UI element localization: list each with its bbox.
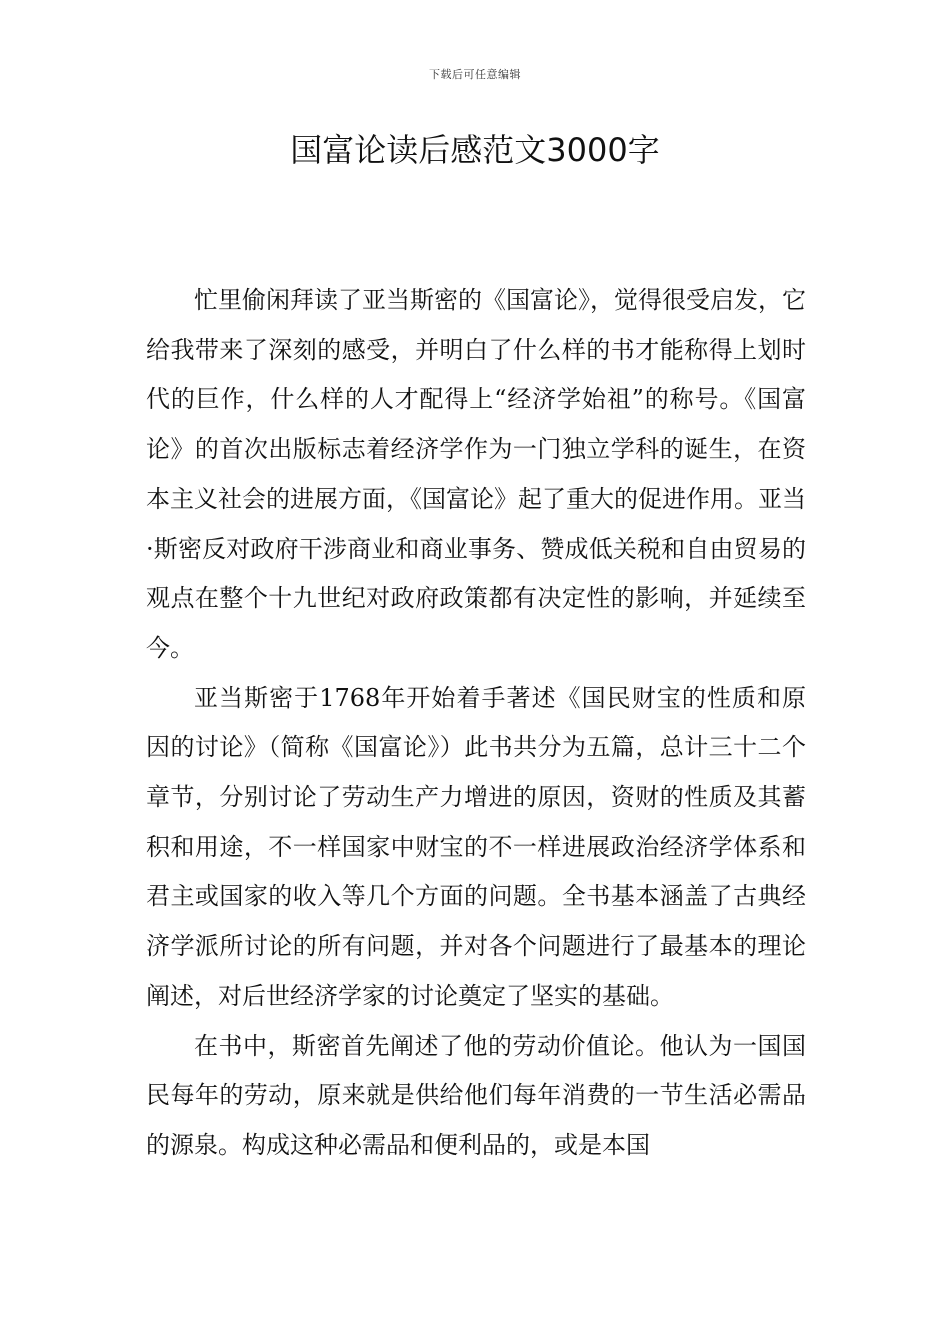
header-note: 下载后可任意编辑 (429, 68, 521, 81)
paragraph: 在书中，斯密首先阐述了他的劳动价值论。他认为一国国民每年的劳动，原来就是供给他们每年消费的一节生活必需品的源泉。构成这种必需品和便利品的，或是本国 (146, 1031, 806, 1159)
paragraph: 忙里偷闲拜读了亚当斯密的《国富论》，觉得很受启发，它给我带来了深刻的感受，并明白了什么样的书才能称得上划时代的巨作，什么样的人才配得上“经济学始祖”的称号。《国富论》的首次出版标志着经济学作为一门独立学科的诞生，在资本主义社会的进展方面，《国富论》起了重大的促进作用。亚当·斯密反对政府干涉商业和商业事务、赞成低关税和自由贸易的观点在整个十九世纪对政府政策都有决定性的影响，并延续至今。 (146, 286, 806, 662)
document-body (146, 276, 806, 1171)
page-title: 国富论读后感范文3000字 (290, 131, 660, 169)
paragraph: 亚当斯密于1768年开始着手著述《国民财宝的性质和原因的讨论》（简称《国富论》）此书共分为五篇，总计三十二个章节，分别讨论了劳动生产力增进的原因，资财的性质及其蓄积和用途，不一样国家中财宝的不一样进展政治经济学体系和君主或国家的收入等几个方面的问题。全书基本涵盖了古典经济学派所讨论的所有问题，并对各个问题进行了最基本的理论阐述，对后世经济学家的讨论奠定了坚实的基础。 (146, 683, 806, 1010)
